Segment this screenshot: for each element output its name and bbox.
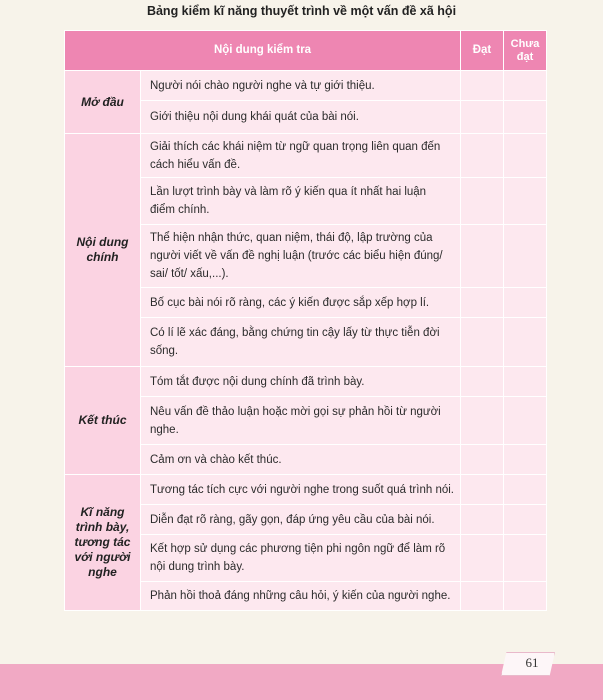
criterion-text: Giới thiệu nội dung khái quát của bài nói. [141, 101, 461, 134]
check-dat-cell[interactable] [461, 367, 504, 397]
criterion-text: Phản hồi thoả đáng những câu hỏi, ý kiến của người nghe. [141, 582, 461, 611]
check-dat-cell[interactable] [461, 445, 504, 475]
page-number: 61 [525, 655, 539, 670]
check-chua-dat-cell[interactable] [504, 367, 547, 397]
check-dat-cell[interactable] [461, 318, 504, 367]
category-ki-nang: Kĩ năng trình bày, tương tác với người nghe [65, 475, 141, 611]
category-ket-thuc: Kết thúc [65, 367, 141, 475]
table-title: Bảng kiểm kĩ năng thuyết trình về một vấn đề xã hội [146, 4, 457, 18]
criterion-text: Tương tác tích cực với người nghe trong suốt quá trình nói. [141, 475, 461, 505]
table-row [65, 475, 547, 505]
header-dat: Đạt [461, 31, 504, 71]
criterion-text: Thể hiện nhận thức, quan niệm, thái độ, lập trường của người viết về vấn đề nghị luận (trước các biểu hiện đúng/ sai/ tốt/ xấu,...). [141, 225, 461, 288]
header-content: Nội dung kiểm tra [65, 31, 461, 71]
check-dat-cell[interactable] [461, 535, 504, 582]
check-chua-dat-cell[interactable] [504, 445, 547, 475]
check-chua-dat-cell[interactable] [504, 535, 547, 582]
criterion-text: Cảm ơn và chào kết thúc. [141, 445, 461, 475]
criterion-text: Kết hợp sử dụng các phương tiện phi ngôn ngữ để làm rõ nội dung trình bày. [141, 535, 461, 582]
check-dat-cell[interactable] [461, 71, 504, 101]
criterion-text: Nêu vấn đề thảo luận hoặc mời gọi sự phản hồi từ người nghe. [141, 397, 461, 445]
check-chua-dat-cell[interactable] [504, 225, 547, 288]
check-dat-cell[interactable] [461, 288, 504, 318]
category-mo-dau: Mở đầu [65, 71, 141, 134]
table-row [65, 367, 547, 397]
check-dat-cell[interactable] [461, 582, 504, 611]
check-chua-dat-cell[interactable] [504, 318, 547, 367]
criterion-text: Người nói chào người nghe và tự giới thiệu. [141, 71, 461, 101]
check-dat-cell[interactable] [461, 225, 504, 288]
check-dat-cell[interactable] [461, 475, 504, 505]
check-dat-cell[interactable] [461, 101, 504, 134]
criterion-text: Bố cục bài nói rõ ràng, các ý kiến được sắp xếp hợp lí. [141, 288, 461, 318]
check-chua-dat-cell[interactable] [504, 582, 547, 611]
table-row [65, 134, 547, 178]
check-dat-cell[interactable] [461, 178, 504, 225]
criterion-text: Lần lượt trình bày và làm rõ ý kiến qua ít nhất hai luận điểm chính. [141, 178, 461, 225]
check-chua-dat-cell[interactable] [504, 71, 547, 101]
category-noi-dung-chinh: Nội dung chính [65, 134, 141, 367]
criterion-text: Giải thích các khái niệm từ ngữ quan trọng liên quan đến cách hiểu vấn đề. [141, 134, 461, 178]
check-chua-dat-cell[interactable] [504, 288, 547, 318]
check-dat-cell[interactable] [461, 134, 504, 178]
header-chua-dat: Chưa đạt [504, 31, 547, 71]
check-chua-dat-cell[interactable] [504, 397, 547, 445]
table-row [65, 71, 547, 101]
check-chua-dat-cell[interactable] [504, 178, 547, 225]
criterion-text: Diễn đạt rõ ràng, gãy gọn, đáp ứng yêu cầu của bài nói. [141, 505, 461, 535]
criterion-text: Có lí lẽ xác đáng, bằng chứng tin cậy lấy từ thực tiễn đời sống. [141, 318, 461, 367]
check-chua-dat-cell[interactable] [504, 475, 547, 505]
checklist-table [64, 30, 547, 611]
check-dat-cell[interactable] [461, 505, 504, 535]
check-chua-dat-cell[interactable] [504, 505, 547, 535]
table-header-row [65, 31, 547, 71]
check-chua-dat-cell[interactable] [504, 134, 547, 178]
check-dat-cell[interactable] [461, 397, 504, 445]
criterion-text: Tóm tắt được nội dung chính đã trình bày. [141, 367, 461, 397]
check-chua-dat-cell[interactable] [504, 101, 547, 134]
